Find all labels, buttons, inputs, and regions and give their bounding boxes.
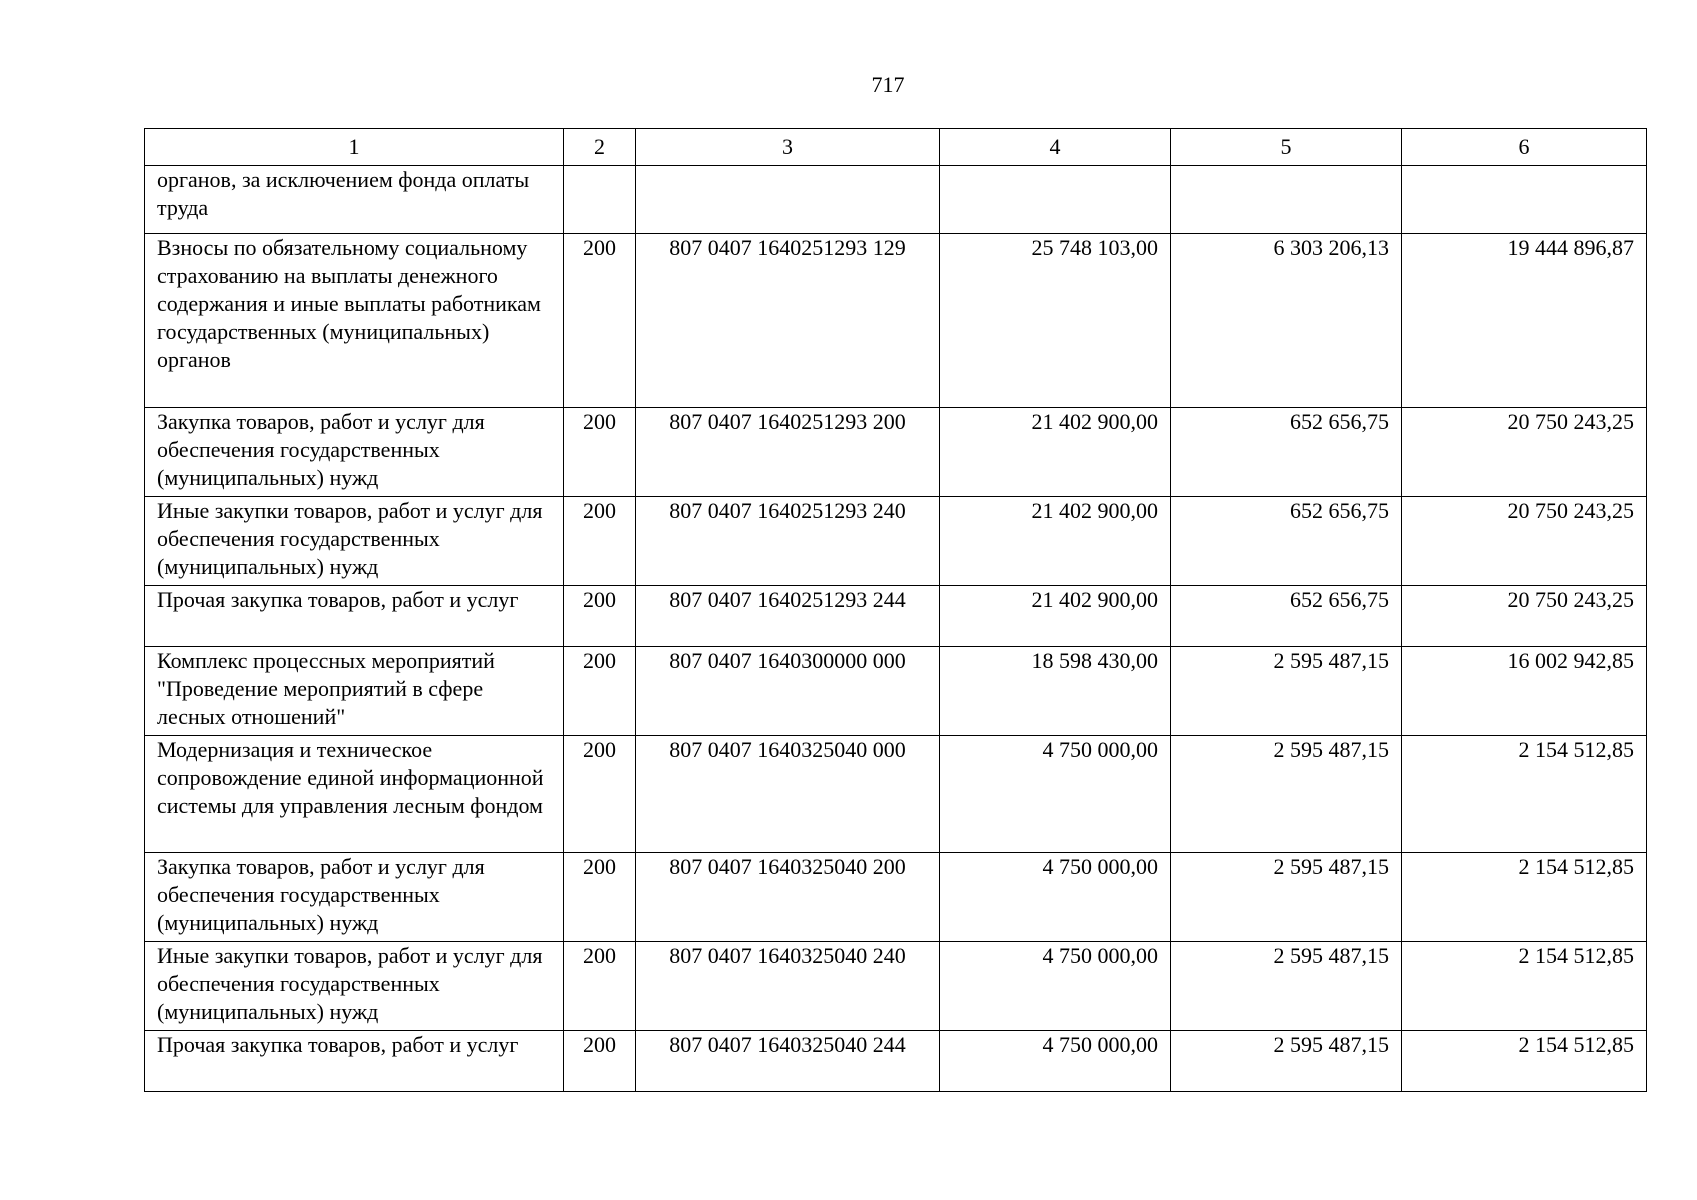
row-name: органов, за исключением фонда оплаты труда bbox=[145, 166, 564, 234]
row-classification bbox=[636, 166, 940, 234]
row-name: Закупка товаров, работ и услуг для обеспечения государственных (муниципальных) нужд bbox=[145, 408, 564, 497]
row-approved: 4 750 000,00 bbox=[940, 1031, 1171, 1092]
row-name: Взносы по обязательному социальному страхованию на выплаты денежного содержания и иные выплаты работникам государственных (муниципальных) органов bbox=[145, 234, 564, 408]
row-code: 200 bbox=[564, 647, 636, 736]
row-executed: 652 656,75 bbox=[1171, 497, 1402, 586]
row-approved: 21 402 900,00 bbox=[940, 408, 1171, 497]
row-code: 200 bbox=[564, 408, 636, 497]
row-code: 200 bbox=[564, 853, 636, 942]
page-number: 717 bbox=[871, 72, 905, 97]
row-classification: 807 0407 1640251293 244 bbox=[636, 586, 940, 647]
row-classification: 807 0407 1640251293 200 bbox=[636, 408, 940, 497]
row-classification: 807 0407 1640325040 000 bbox=[636, 736, 940, 853]
table-row bbox=[145, 166, 1647, 234]
budget-execution-table bbox=[144, 128, 1647, 1092]
row-code: 200 bbox=[564, 1031, 636, 1092]
table-row bbox=[145, 853, 1647, 942]
table-row bbox=[145, 942, 1647, 1031]
row-unexecuted bbox=[1402, 166, 1647, 234]
row-name: Прочая закупка товаров, работ и услуг bbox=[145, 586, 564, 647]
row-approved: 4 750 000,00 bbox=[940, 942, 1171, 1031]
row-approved bbox=[940, 166, 1171, 234]
row-executed: 2 595 487,15 bbox=[1171, 1031, 1402, 1092]
row-classification: 807 0407 1640251293 240 bbox=[636, 497, 940, 586]
row-name: Прочая закупка товаров, работ и услуг bbox=[145, 1031, 564, 1092]
table-row bbox=[145, 497, 1647, 586]
column-number-row bbox=[145, 129, 1647, 166]
row-unexecuted: 2 154 512,85 bbox=[1402, 853, 1647, 942]
column-header-3: 3 bbox=[636, 129, 940, 166]
row-executed: 2 595 487,15 bbox=[1171, 647, 1402, 736]
row-approved: 21 402 900,00 bbox=[940, 586, 1171, 647]
table-row bbox=[145, 408, 1647, 497]
row-classification: 807 0407 1640325040 240 bbox=[636, 942, 940, 1031]
row-code: 200 bbox=[564, 586, 636, 647]
column-header-2: 2 bbox=[564, 129, 636, 166]
table-row bbox=[145, 736, 1647, 853]
row-executed: 2 595 487,15 bbox=[1171, 853, 1402, 942]
column-header-4: 4 bbox=[940, 129, 1171, 166]
row-unexecuted: 20 750 243,25 bbox=[1402, 408, 1647, 497]
row-classification: 807 0407 1640251293 129 bbox=[636, 234, 940, 408]
row-approved: 4 750 000,00 bbox=[940, 736, 1171, 853]
row-executed: 6 303 206,13 bbox=[1171, 234, 1402, 408]
row-executed bbox=[1171, 166, 1402, 234]
row-code: 200 bbox=[564, 497, 636, 586]
row-approved: 4 750 000,00 bbox=[940, 853, 1171, 942]
table-row bbox=[145, 1031, 1647, 1092]
row-code bbox=[564, 166, 636, 234]
row-code: 200 bbox=[564, 234, 636, 408]
row-classification: 807 0407 1640325040 244 bbox=[636, 1031, 940, 1092]
row-executed: 2 595 487,15 bbox=[1171, 942, 1402, 1031]
row-unexecuted: 20 750 243,25 bbox=[1402, 497, 1647, 586]
row-classification: 807 0407 1640325040 200 bbox=[636, 853, 940, 942]
row-executed: 652 656,75 bbox=[1171, 586, 1402, 647]
row-executed: 652 656,75 bbox=[1171, 408, 1402, 497]
column-header-6: 6 bbox=[1402, 129, 1647, 166]
row-name: Модернизация и техническое сопровождение единой информационной системы для управления лесным фондом bbox=[145, 736, 564, 853]
row-unexecuted: 2 154 512,85 bbox=[1402, 1031, 1647, 1092]
row-code: 200 bbox=[564, 942, 636, 1031]
row-unexecuted: 2 154 512,85 bbox=[1402, 736, 1647, 853]
table-row bbox=[145, 647, 1647, 736]
row-name: Иные закупки товаров, работ и услуг для обеспечения государственных (муниципальных) нужд bbox=[145, 497, 564, 586]
row-name: Закупка товаров, работ и услуг для обеспечения государственных (муниципальных) нужд bbox=[145, 853, 564, 942]
row-unexecuted: 19 444 896,87 bbox=[1402, 234, 1647, 408]
row-approved: 21 402 900,00 bbox=[940, 497, 1171, 586]
row-unexecuted: 20 750 243,25 bbox=[1402, 586, 1647, 647]
row-code: 200 bbox=[564, 736, 636, 853]
table-row bbox=[145, 586, 1647, 647]
row-unexecuted: 2 154 512,85 bbox=[1402, 942, 1647, 1031]
row-classification: 807 0407 1640300000 000 bbox=[636, 647, 940, 736]
row-executed: 2 595 487,15 bbox=[1171, 736, 1402, 853]
column-header-1: 1 bbox=[145, 129, 564, 166]
row-approved: 25 748 103,00 bbox=[940, 234, 1171, 408]
table-row bbox=[145, 234, 1647, 408]
row-name: Комплекс процессных мероприятий "Проведение мероприятий в сфере лесных отношений" bbox=[145, 647, 564, 736]
row-unexecuted: 16 002 942,85 bbox=[1402, 647, 1647, 736]
row-approved: 18 598 430,00 bbox=[940, 647, 1171, 736]
column-header-5: 5 bbox=[1171, 129, 1402, 166]
row-name: Иные закупки товаров, работ и услуг для обеспечения государственных (муниципальных) нужд bbox=[145, 942, 564, 1031]
